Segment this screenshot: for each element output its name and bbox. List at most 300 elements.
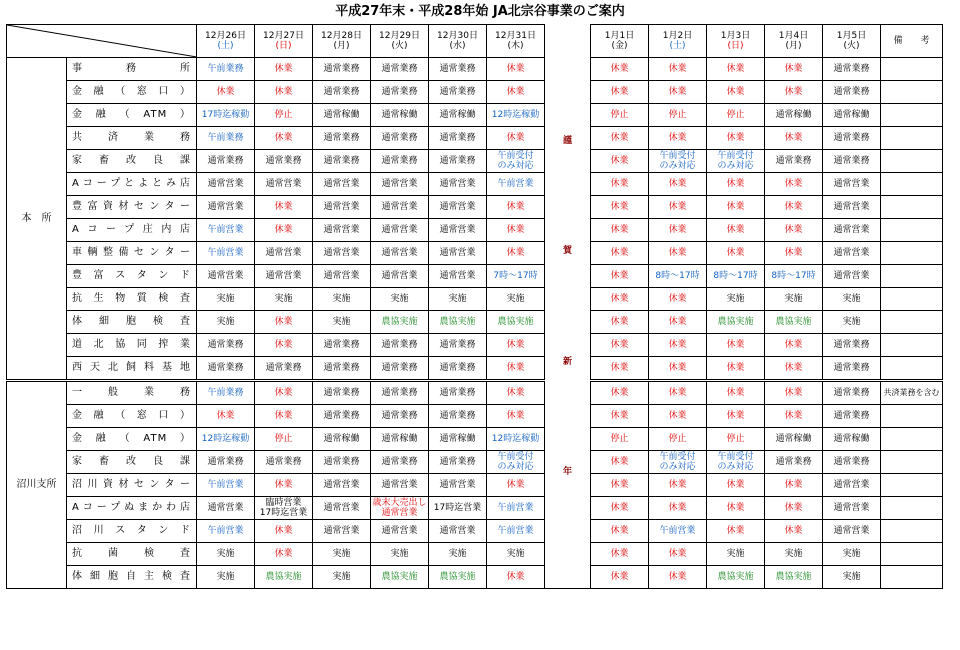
notes-cell <box>881 104 943 127</box>
status-cell: 休業 <box>649 334 707 357</box>
status-cell: 休業 <box>649 543 707 566</box>
status-cell: 休業 <box>487 81 545 104</box>
status-cell: 通常稼働 <box>313 428 371 451</box>
status-cell: 休業 <box>487 196 545 219</box>
status-cell: 休業 <box>487 405 545 428</box>
status-cell: 休業 <box>649 219 707 242</box>
status-cell: 休業 <box>765 196 823 219</box>
status-cell: 午前受付 のみ対応 <box>649 451 707 474</box>
page-title: 平成27年末・平成28年始 JA北宗谷事業のご案内 <box>335 4 625 19</box>
status-cell: 通常営業 <box>313 265 371 288</box>
date-label: 12月30日 <box>437 31 478 41</box>
status-cell: 通常営業 <box>371 474 429 497</box>
status-cell: 休業 <box>649 173 707 196</box>
status-cell: 休業 <box>197 405 255 428</box>
date-header <box>591 25 649 58</box>
status-cell: 休業 <box>649 58 707 81</box>
status-cell: 休業 <box>591 474 649 497</box>
greeting-char: 謹 <box>562 135 572 146</box>
status-cell: 実施 <box>823 543 881 566</box>
department-name: 体細胞自主検査 <box>67 566 197 589</box>
status-cell: 17時迄営業 <box>429 497 487 520</box>
status-cell: 通常営業 <box>371 265 429 288</box>
notes-cell <box>881 451 943 474</box>
status-cell: 通常業務 <box>313 58 371 81</box>
status-cell: 休業 <box>255 543 313 566</box>
schedule-table <box>6 24 943 589</box>
status-cell: 休業 <box>707 520 765 543</box>
status-cell: 通常営業 <box>371 520 429 543</box>
status-cell: 休業 <box>765 381 823 405</box>
status-cell: 通常業務 <box>313 150 371 173</box>
status-cell: 通常業務 <box>823 405 881 428</box>
status-cell: 農協実施 <box>429 566 487 589</box>
status-cell: 通常営業 <box>313 474 371 497</box>
status-cell: 休業 <box>255 219 313 242</box>
status-cell: 実施 <box>823 566 881 589</box>
day-label: (金) <box>611 41 628 51</box>
status-cell: 休業 <box>591 196 649 219</box>
status-cell: 休業 <box>487 127 545 150</box>
notes-cell <box>881 58 943 81</box>
status-cell: 休業 <box>649 405 707 428</box>
status-cell: 通常業務 <box>371 451 429 474</box>
status-cell: 通常業務 <box>313 451 371 474</box>
status-cell: 通常営業 <box>255 242 313 265</box>
table-row <box>7 311 943 334</box>
status-cell: 臨時営業 17時迄営業 <box>255 497 313 520</box>
status-cell: 実施 <box>197 543 255 566</box>
table-row <box>7 543 943 566</box>
status-cell: 休業 <box>649 566 707 589</box>
status-cell: 休業 <box>487 219 545 242</box>
status-cell: 12時迄稼動 <box>487 428 545 451</box>
status-cell: 休業 <box>649 474 707 497</box>
status-cell: 通常営業 <box>429 242 487 265</box>
status-cell: 休業 <box>765 357 823 381</box>
status-cell: 通常営業 <box>429 173 487 196</box>
status-cell: 休業 <box>255 405 313 428</box>
status-cell: 実施 <box>313 311 371 334</box>
status-cell: 休業 <box>255 334 313 357</box>
date-header <box>197 25 255 58</box>
status-cell: 12時迄稼動 <box>487 104 545 127</box>
status-cell: 停止 <box>649 104 707 127</box>
department-name: 家畜改良課 <box>67 150 197 173</box>
department-name: 金融（ATM） <box>67 104 197 127</box>
status-cell: 午前受付 のみ対応 <box>487 150 545 173</box>
department-name: 家畜改良課 <box>67 451 197 474</box>
status-cell: 通常業務 <box>823 381 881 405</box>
status-cell: 通常業務 <box>313 334 371 357</box>
status-cell: 通常稼働 <box>765 104 823 127</box>
status-cell: 休業 <box>591 357 649 381</box>
status-cell: 通常業務 <box>823 81 881 104</box>
status-cell: 休業 <box>765 242 823 265</box>
status-cell: 休業 <box>765 127 823 150</box>
status-cell: 休業 <box>707 405 765 428</box>
status-cell: 休業 <box>591 219 649 242</box>
status-cell: 休業 <box>765 58 823 81</box>
notes-cell <box>881 497 943 520</box>
group-label: 沼川支所 <box>7 381 67 589</box>
department-name: Aコープ庄内店 <box>67 219 197 242</box>
table-row <box>7 242 943 265</box>
status-cell: 午前営業 <box>197 520 255 543</box>
status-cell: 午前営業 <box>197 474 255 497</box>
status-cell: 休業 <box>591 288 649 311</box>
table-row <box>7 566 943 589</box>
status-cell: 休業 <box>649 81 707 104</box>
status-cell: 停止 <box>591 428 649 451</box>
status-cell: 通常営業 <box>371 173 429 196</box>
status-cell: 休業 <box>591 242 649 265</box>
date-label: 1月1日 <box>604 31 635 41</box>
status-cell: 実施 <box>823 288 881 311</box>
status-cell: 通常営業 <box>823 474 881 497</box>
status-cell: 停止 <box>591 104 649 127</box>
status-cell: 休業 <box>649 242 707 265</box>
table-row <box>7 81 943 104</box>
status-cell: 休業 <box>591 127 649 150</box>
status-cell: 通常営業 <box>823 497 881 520</box>
status-cell: 停止 <box>707 104 765 127</box>
status-cell: 休業 <box>591 543 649 566</box>
status-cell: 通常稼働 <box>371 428 429 451</box>
status-cell: 休業 <box>649 127 707 150</box>
date-header <box>313 25 371 58</box>
status-cell: 通常業務 <box>823 58 881 81</box>
status-cell: 歳末大売出し 通常営業 <box>372 498 427 518</box>
status-cell: 休業 <box>591 334 649 357</box>
status-cell: 通常営業 <box>313 242 371 265</box>
status-cell: 休業 <box>591 173 649 196</box>
status-cell: 実施 <box>765 288 823 311</box>
status-cell: 通常営業 <box>255 173 313 196</box>
day-label: (土) <box>217 41 234 51</box>
status-cell: 通常営業 <box>371 196 429 219</box>
status-cell: 午前業務 <box>197 381 255 405</box>
status-cell: 休業 <box>707 173 765 196</box>
status-cell: 実施 <box>197 311 255 334</box>
status-cell: 実施 <box>197 288 255 311</box>
status-cell: 休業 <box>649 288 707 311</box>
status-cell: 通常業務 <box>197 334 255 357</box>
department-name: Aコープとよとみ店 <box>67 173 197 196</box>
status-cell: 通常業務 <box>823 127 881 150</box>
status-cell: 農協実施 <box>707 566 765 589</box>
notes-cell <box>881 474 943 497</box>
group-label: 本 所 <box>7 58 67 381</box>
status-cell: 通常営業 <box>313 196 371 219</box>
status-cell: 通常業務 <box>371 381 429 405</box>
date-header <box>371 25 429 58</box>
status-cell: 実施 <box>429 543 487 566</box>
status-cell: 休業 <box>707 127 765 150</box>
status-cell: 通常営業 <box>823 219 881 242</box>
date-header <box>255 25 313 58</box>
notes-cell <box>881 288 943 311</box>
status-cell: 通常業務 <box>823 150 881 173</box>
status-cell: 休業 <box>591 311 649 334</box>
status-cell: 休業 <box>255 474 313 497</box>
status-cell: 休業 <box>255 58 313 81</box>
status-cell: 通常業務 <box>429 150 487 173</box>
notes-cell <box>881 127 943 150</box>
status-cell: 7時～17時 <box>487 265 545 288</box>
status-cell: 午前営業 <box>487 497 545 520</box>
status-cell: 通常業務 <box>765 451 823 474</box>
status-cell: 休業 <box>707 196 765 219</box>
date-header <box>765 25 823 58</box>
day-label: (木) <box>507 41 524 51</box>
status-cell: 休業 <box>649 196 707 219</box>
notes-cell <box>881 311 943 334</box>
status-cell: 通常業務 <box>255 150 313 173</box>
status-cell: 通常稼働 <box>765 428 823 451</box>
status-cell: 通常業務 <box>823 334 881 357</box>
notes-cell: 共済業務を含む <box>881 381 943 405</box>
date-label: 12月26日 <box>205 31 246 41</box>
department-name: 沼川スタンド <box>67 520 197 543</box>
status-cell: 8時～17時 <box>765 265 823 288</box>
status-cell: 通常営業 <box>255 265 313 288</box>
schedule-table-wrapper <box>6 24 943 589</box>
status-cell: 午前業務 <box>197 127 255 150</box>
status-cell: 通常業務 <box>313 405 371 428</box>
status-cell: 通常業務 <box>429 451 487 474</box>
department-name: 事務所 <box>67 58 197 81</box>
status-cell: 通常営業 <box>197 265 255 288</box>
status-cell: 休業 <box>649 497 707 520</box>
status-cell: 通常業務 <box>197 150 255 173</box>
department-name: 金融（ATM） <box>67 428 197 451</box>
status-cell: 農協実施 <box>371 311 429 334</box>
department-name: 道北協同搾業 <box>67 334 197 357</box>
status-cell: 実施 <box>313 543 371 566</box>
status-cell: 休業 <box>591 405 649 428</box>
status-cell: 休業 <box>765 219 823 242</box>
status-cell: 通常業務 <box>429 81 487 104</box>
table-row <box>7 127 943 150</box>
department-name: 抗菌検査 <box>67 543 197 566</box>
status-cell: 通常業務 <box>429 58 487 81</box>
table-row <box>7 497 943 520</box>
status-cell: 通常業務 <box>429 381 487 405</box>
greeting-char: 年 <box>562 467 572 477</box>
table-row <box>7 520 943 543</box>
status-cell: 農協実施 <box>371 566 429 589</box>
table-row <box>7 173 943 196</box>
status-cell: 休業 <box>487 58 545 81</box>
status-cell: 休業 <box>649 381 707 405</box>
status-cell: 通常業務 <box>371 405 429 428</box>
status-cell: 休業 <box>707 474 765 497</box>
status-cell: 休業 <box>255 311 313 334</box>
status-cell: 休業 <box>487 566 545 589</box>
status-cell: 通常営業 <box>429 196 487 219</box>
status-cell: 実施 <box>487 288 545 311</box>
status-cell: 休業 <box>255 381 313 405</box>
status-cell: 休業 <box>255 196 313 219</box>
status-cell: 午前営業 <box>649 520 707 543</box>
department-name: 車輌整備センター <box>67 242 197 265</box>
status-cell: 通常稼働 <box>823 104 881 127</box>
status-cell: 通常業務 <box>313 381 371 405</box>
status-cell: 実施 <box>765 543 823 566</box>
status-cell: 通常営業 <box>197 196 255 219</box>
notes-cell <box>881 196 943 219</box>
status-cell: 通常業務 <box>429 334 487 357</box>
status-cell: 午前営業 <box>487 173 545 196</box>
table-row <box>7 381 943 405</box>
status-cell: 通常営業 <box>823 520 881 543</box>
day-label: (火) <box>391 41 408 51</box>
status-cell: 通常営業 <box>197 173 255 196</box>
status-cell: 休業 <box>591 81 649 104</box>
status-cell: 午前業務 <box>197 58 255 81</box>
day-label: (土) <box>669 41 686 51</box>
status-cell: 通常業務 <box>429 357 487 381</box>
status-cell: 実施 <box>487 543 545 566</box>
status-cell: 通常業務 <box>313 357 371 381</box>
notes-cell <box>881 334 943 357</box>
status-cell: 通常業務 <box>255 357 313 381</box>
status-cell: 休業 <box>765 474 823 497</box>
status-cell: 停止 <box>707 428 765 451</box>
day-label: (月) <box>333 41 350 51</box>
notes-cell <box>881 543 943 566</box>
date-header <box>429 25 487 58</box>
notes-cell <box>881 405 943 428</box>
status-cell: 通常稼働 <box>371 104 429 127</box>
status-cell: 実施 <box>255 288 313 311</box>
status-cell: 実施 <box>371 288 429 311</box>
notes-header: 備 考 <box>881 25 943 58</box>
table-row <box>7 288 943 311</box>
status-cell: 通常営業 <box>823 242 881 265</box>
notes-cell <box>881 219 943 242</box>
status-cell: 休業 <box>255 81 313 104</box>
table-row <box>7 150 943 173</box>
status-cell: 休業 <box>707 357 765 381</box>
status-cell: 午前営業 <box>197 242 255 265</box>
greeting-column <box>545 25 591 589</box>
status-cell: 休業 <box>765 405 823 428</box>
greeting-char: 賀 <box>562 246 572 256</box>
status-cell: 農協実施 <box>765 311 823 334</box>
status-cell: 農協実施 <box>765 566 823 589</box>
status-cell: 通常営業 <box>429 474 487 497</box>
status-cell: 8時～17時 <box>707 265 765 288</box>
date-header <box>823 25 881 58</box>
greeting-char: 新 <box>562 356 572 367</box>
status-cell: 17時迄稼動 <box>197 104 255 127</box>
status-cell: 休業 <box>765 173 823 196</box>
department-name: 西天北飼料基地 <box>67 357 197 381</box>
status-cell: 通常稼働 <box>429 104 487 127</box>
date-label: 1月2日 <box>662 31 693 41</box>
status-cell: 通常業務 <box>371 58 429 81</box>
table-row <box>7 219 943 242</box>
status-cell: 通常業務 <box>371 150 429 173</box>
status-cell: 停止 <box>255 104 313 127</box>
status-cell: 通常稼働 <box>313 104 371 127</box>
status-cell: 通常業務 <box>197 357 255 381</box>
status-cell: 通常営業 <box>429 219 487 242</box>
notes-cell <box>881 357 943 381</box>
status-cell: 休業 <box>707 242 765 265</box>
status-cell: 通常営業 <box>313 520 371 543</box>
table-row <box>7 265 943 288</box>
status-cell: 休業 <box>591 265 649 288</box>
date-label: 12月29日 <box>379 31 420 41</box>
status-cell: 午前営業 <box>487 520 545 543</box>
department-name: 抗生物質検査 <box>67 288 197 311</box>
status-cell: 実施 <box>429 288 487 311</box>
department-name: 金融（窓口） <box>67 405 197 428</box>
date-header <box>487 25 545 58</box>
notes-cell <box>881 520 943 543</box>
status-cell: 休業 <box>591 520 649 543</box>
status-cell: 休業 <box>649 311 707 334</box>
table-row <box>7 196 943 219</box>
status-cell: 12時迄稼動 <box>197 428 255 451</box>
status-cell: 午前受付 のみ対応 <box>707 150 765 173</box>
status-cell: 実施 <box>197 566 255 589</box>
status-cell: 休業 <box>707 334 765 357</box>
status-cell: 停止 <box>255 428 313 451</box>
status-cell: 通常営業 <box>429 520 487 543</box>
notes-cell <box>881 566 943 589</box>
department-name: 金融（窓口） <box>67 81 197 104</box>
department-name: 豊富スタンド <box>67 265 197 288</box>
status-cell: 通常営業 <box>313 173 371 196</box>
status-cell: 休業 <box>591 566 649 589</box>
day-label: (火) <box>843 41 860 51</box>
status-cell: 休業 <box>255 127 313 150</box>
status-cell: 通常業務 <box>313 81 371 104</box>
status-cell: 通常業務 <box>197 451 255 474</box>
status-cell: 休業 <box>765 520 823 543</box>
status-cell: 通常業務 <box>371 81 429 104</box>
date-header <box>707 25 765 58</box>
notes-cell <box>881 265 943 288</box>
notes-cell <box>881 173 943 196</box>
department-name: 共済業務 <box>67 127 197 150</box>
notes-cell <box>881 428 943 451</box>
header-row <box>7 25 943 58</box>
status-cell: 通常営業 <box>313 219 371 242</box>
table-row <box>7 334 943 357</box>
status-cell: 通常営業 <box>823 173 881 196</box>
status-cell: 通常営業 <box>371 219 429 242</box>
status-cell: 休業 <box>591 451 649 474</box>
table-row <box>7 428 943 451</box>
day-label: (月) <box>785 41 802 51</box>
status-cell: 通常業務 <box>371 357 429 381</box>
status-cell: 休業 <box>707 497 765 520</box>
day-label: (水) <box>449 41 466 51</box>
status-cell: 休業 <box>591 150 649 173</box>
day-label: (日) <box>727 41 744 51</box>
status-cell: 休業 <box>197 81 255 104</box>
status-cell: 休業 <box>591 497 649 520</box>
status-cell: 午前営業 <box>197 219 255 242</box>
department-name: 沼川資材センター <box>67 474 197 497</box>
status-cell: 休業 <box>487 381 545 405</box>
status-cell: 午前受付 のみ対応 <box>487 451 545 474</box>
